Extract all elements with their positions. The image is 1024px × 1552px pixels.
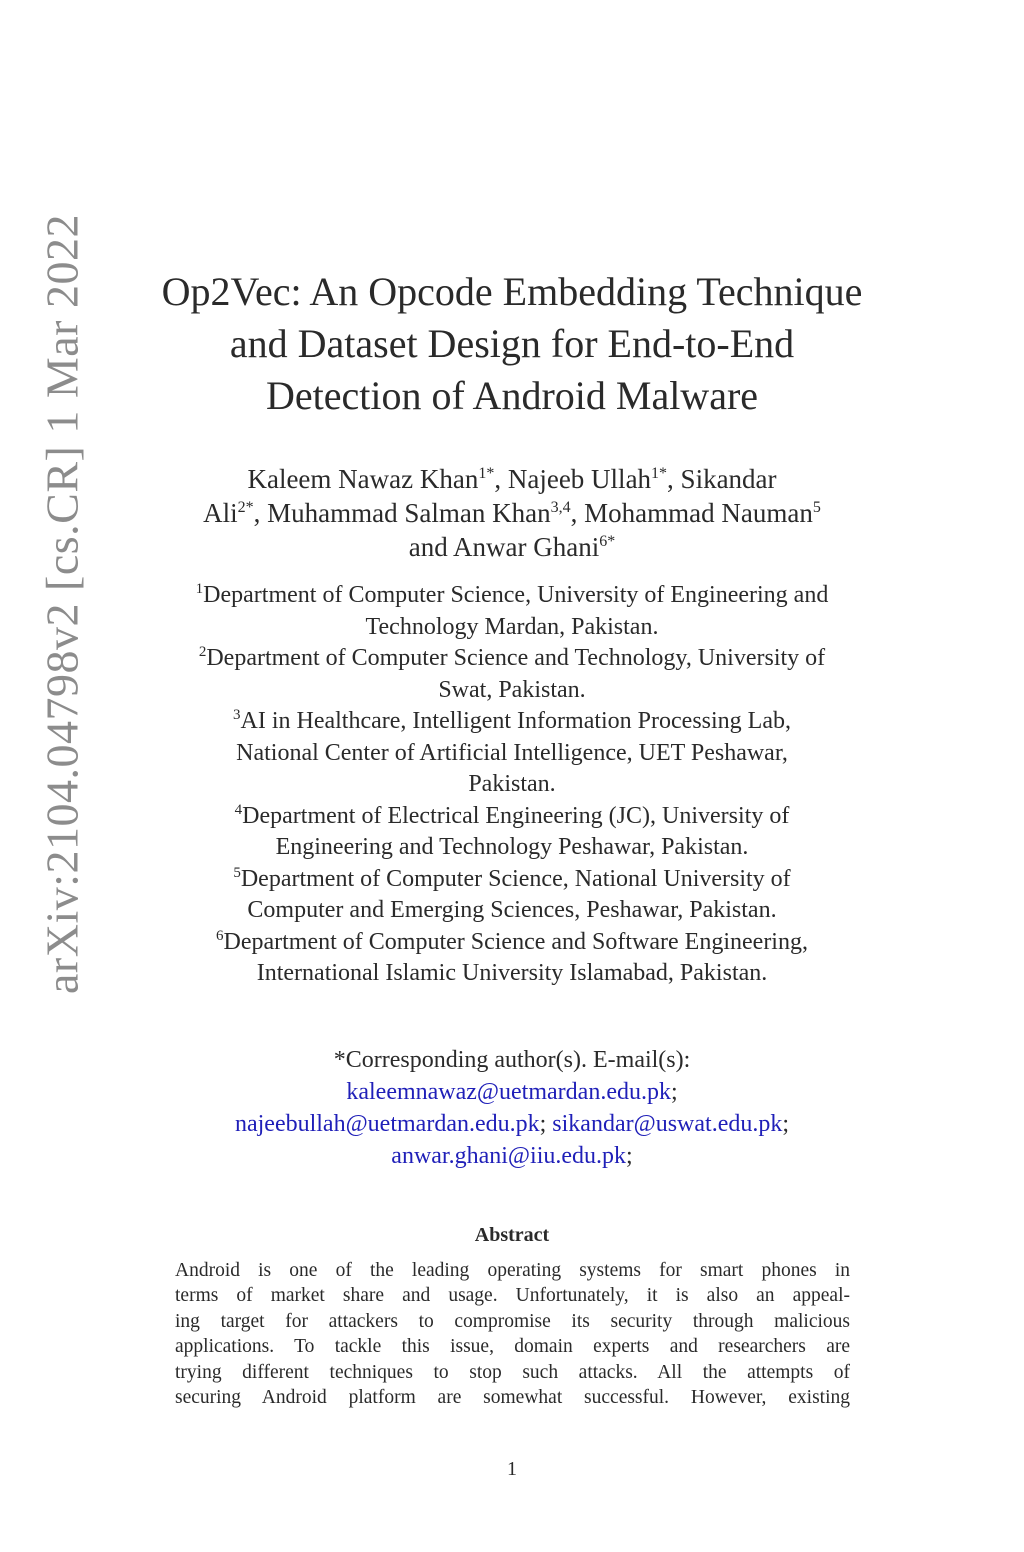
affiliation-text: Swat, Pakistan. (438, 676, 586, 703)
corresponding-author-heading: *Corresponding author(s). E-mail(s): (333, 1047, 691, 1073)
email-separator: ; (626, 1143, 633, 1169)
author-separator: , (253, 498, 268, 528)
author-name: Najeeb Ullah (507, 464, 652, 494)
author-line (150, 462, 874, 496)
author-name: Ali (203, 498, 238, 528)
affiliation-text: Engineering and Technology Peshawar, Pakistan. (275, 834, 749, 860)
author-affiliation-marker: 3,4 (550, 499, 571, 516)
author-name: Sikandar (680, 464, 777, 494)
abstract-line: ing target for attackers to compromise its security through malicious (175, 1310, 850, 1332)
author-line (150, 496, 874, 530)
affiliation-text: Department of Computer Science, National University of (240, 865, 791, 892)
paper-title (140, 266, 884, 422)
affiliation-text: Department of Electrical Engineering (JC), University of (242, 802, 790, 829)
affiliation-text: Department of Computer Science and Software Engineering, (223, 928, 808, 955)
abstract-body (175, 1258, 850, 1410)
affiliation-item (130, 580, 894, 643)
affiliation-number: 1 (195, 581, 204, 597)
author-separator: , (570, 498, 585, 528)
abstract-heading: Abstract (474, 1224, 550, 1246)
author-separator: , (494, 464, 508, 494)
abstract-line: terms of market share and usage. Unfortunately, it is also an appeal- (175, 1285, 850, 1307)
email-separator: ; (539, 1111, 553, 1137)
title-line: Detection of Android Malware (265, 373, 759, 418)
abstract-line: Android is one of the leading operating systems for smart phones in (175, 1260, 850, 1281)
author-affiliation-marker: 5 (812, 499, 821, 516)
author-name: Muhammad Salman Khan (267, 498, 551, 528)
abstract-line: trying different techniques to stop such attacks. All the attempts of (175, 1361, 850, 1383)
email-link-anwar[interactable]: anwar.ghani@iiu.edu.pk (391, 1143, 627, 1169)
email-separator: ; (782, 1111, 790, 1137)
affiliation-text: International Islamic University Islamabad, Pakistan. (256, 960, 768, 986)
affiliation-item (130, 643, 894, 706)
affiliation-list (130, 580, 894, 990)
author-name: Mohammad Nauman (584, 498, 813, 528)
author-affiliation-marker: 1* (478, 465, 495, 482)
email-link-sikandar[interactable]: sikandar@uswat.edu.pk (552, 1111, 783, 1137)
author-affiliation-marker: 1* (651, 465, 668, 482)
title-line: Op2Vec: An Opcode Embedding Technique (161, 269, 863, 314)
page-number: 1 (507, 1458, 517, 1480)
author-affiliation-marker: 6* (599, 533, 616, 550)
author-list (150, 462, 874, 564)
author-separator: , (667, 464, 681, 494)
affiliation-text: Technology Mardan, Pakistan. (365, 613, 659, 640)
affiliation-text: Department of Computer Science, University of Engineering and (203, 582, 829, 608)
affiliation-text: AI in Healthcare, Intelligent Information Processing Lab, (240, 708, 791, 734)
email-link-najeeb[interactable]: najeebullah@uetmardan.edu.pk (234, 1111, 540, 1137)
author-name: Kaleem Nawaz Khan (247, 464, 479, 494)
affiliation-text: Computer and Emerging Sciences, Peshawar, Pakistan. (247, 897, 777, 923)
affiliation-number: 6 (216, 927, 224, 944)
affiliation-item (130, 801, 894, 864)
author-affiliation-marker: 2* (237, 499, 254, 516)
author-line (150, 530, 874, 564)
arxiv-identifier-stamp: arXiv:2104.04798v2 [cs.CR] 1 Mar 2022 (36, 214, 88, 994)
corresponding-author-block (150, 1044, 874, 1172)
affiliation-text: Pakistan. (468, 771, 556, 797)
affiliation-number: 4 (234, 801, 243, 818)
affiliation-number: 2 (198, 644, 207, 660)
affiliation-item (130, 706, 894, 801)
email-link-kaleem[interactable]: kaleemnawaz@uetmardan.edu.pk (346, 1079, 671, 1105)
author-name: and Anwar Ghani (408, 532, 600, 562)
affiliation-item (130, 927, 894, 990)
abstract-line: applications. To tackle this issue, domain experts and researchers are (175, 1336, 850, 1358)
abstract-line: securing Android platform are somewhat successful. However, existing (175, 1387, 850, 1409)
affiliation-number: 3 (233, 707, 241, 723)
affiliation-text: Department of Computer Science and Technology, University of (206, 645, 826, 671)
affiliation-number: 5 (233, 864, 241, 881)
affiliation-text: National Center of Artificial Intelligence, UET Peshawar, (236, 739, 788, 766)
email-separator: ; (670, 1079, 678, 1105)
title-line: and Dataset Design for End-to-End (229, 321, 795, 366)
affiliation-item (130, 864, 894, 927)
